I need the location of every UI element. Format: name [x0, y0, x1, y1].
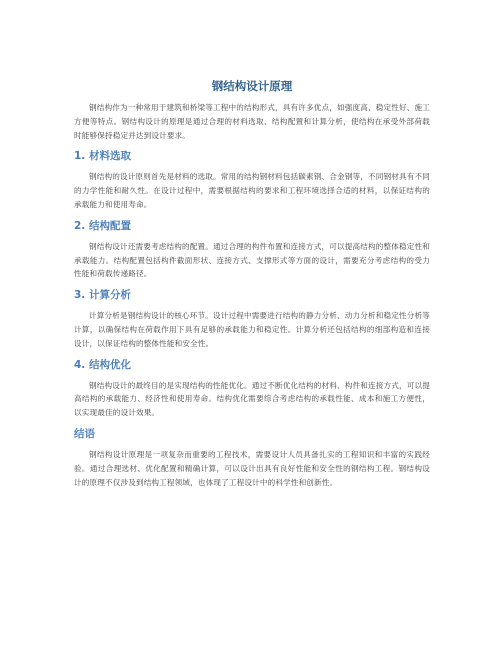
section-heading-structural-optimization: 4. 结构优化 [74, 358, 131, 371]
document-title: 钢结构设计原理 [211, 79, 293, 93]
section-heading-calculation-analysis: 3. 计算分析 [74, 289, 131, 302]
section-body-structural-configuration: 钢结构设计还需要考虑结构的配置。通过合理的构件布置和连接方式，可以提高结构的整体稳定性和承载能力。结构配置包括构件截面形状、连接方式、支撑形式等方面的设计，需要充分考虑结构的受力性能和荷载传递路径。 [74, 241, 430, 279]
section-heading-conclusion: 结语 [74, 427, 95, 440]
section-body-material-selection: 钢结构的设计原则首先是材料的选取。常用的结构钢材料包括碳素钢、合金钢等，不同钢材具有不同的力学性能和耐久性。在设计过程中，需要根据结构的要求和工程环境选择合适的材料，以保证结构的承载能力和使用寿命。 [74, 172, 430, 209]
intro-paragraph: 钢结构作为一种常用于建筑和桥梁等工程中的结构形式，具有许多优点，如强度高、稳定性好、施工方便等特点。钢结构设计的原理是通过合理的材料选取、结构配置和计算分析，使结构在承受外部荷载时能够保持稳定并达到设计要求。 [74, 103, 430, 140]
section-heading-material-selection: 1. 材料选取 [74, 150, 131, 163]
section-body-calculation-analysis: 计算分析是钢结构设计的核心环节。设计过程中需要进行结构的静力分析、动力分析和稳定性分析等计算，以确保结构在荷载作用下具有足够的承载能力和稳定性。计算分析还包括结构的细部构造和连接设计，以保证结构的整体性能和安全性。 [74, 311, 430, 348]
document-content [74, 78, 430, 489]
section-body-conclusion: 钢结构设计原理是一项复杂而重要的工程技术，需要设计人员具备扎实的工程知识和丰富的实践经验。通过合理选材、优化配置和精确计算，可以设计出具有良好性能和安全性的钢结构工程。钢结构设计的原理不仅涉及到结构工程领域，也体现了工程设计中的科学性和创新性。 [74, 449, 430, 487]
section-body-structural-optimization: 钢结构设计的最终目的是实现结构的性能优化。通过不断优化结构的材料、构件和连接方式，可以提高结构的承载能力、经济性和使用寿命。结构优化需要综合考虑结构的承载性能、成本和施工方便性，以实现最佳的设计效果。 [74, 380, 430, 418]
section-heading-structural-configuration: 2. 结构配置 [74, 219, 131, 232]
